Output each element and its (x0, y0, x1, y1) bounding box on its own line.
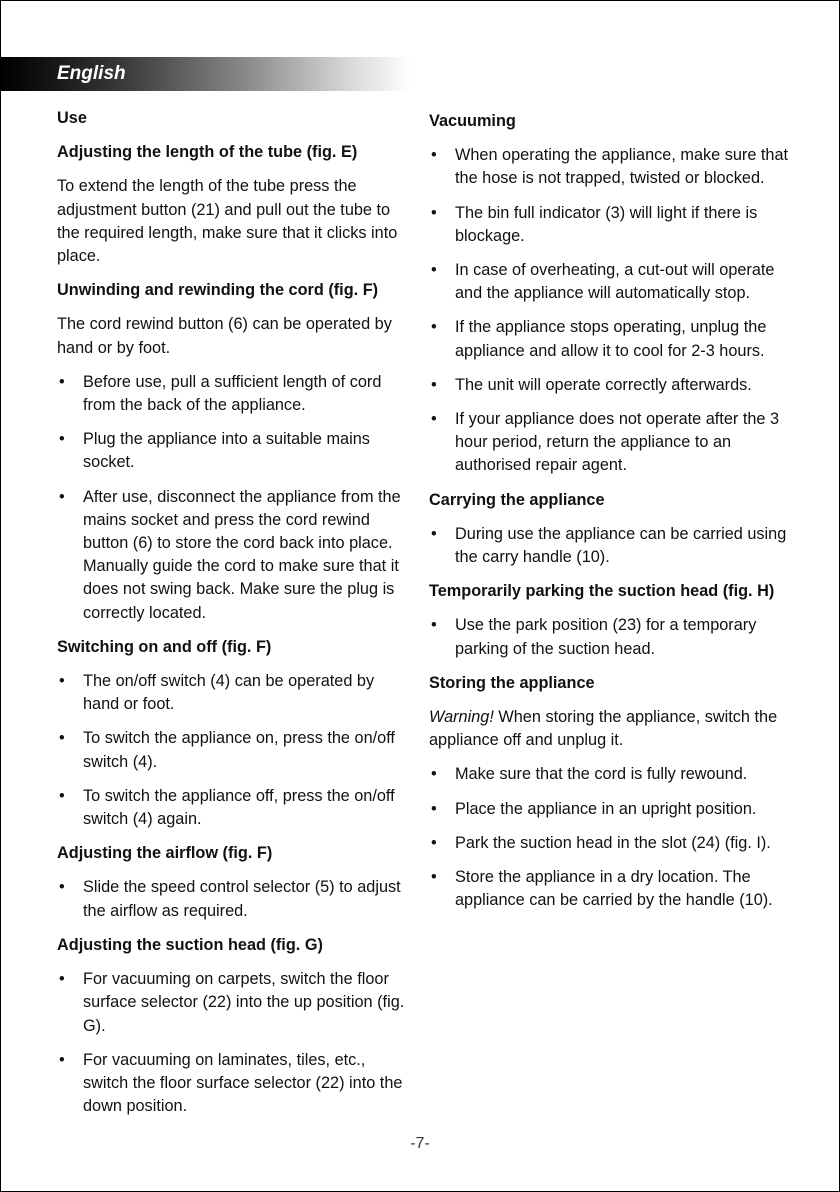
list-item: • In case of overheating, a cut-out will operate and the appliance will automatically stop. (429, 259, 789, 305)
list-item: • When operating the appliance, make sure that the hose is not trapped, twisted or blocked. (429, 144, 789, 190)
heading-adjust-tube: Adjusting the length of the tube (fig. E) (57, 143, 358, 162)
warning-label: Warning! (429, 708, 494, 727)
language-label: English (57, 63, 126, 84)
section-title-vacuuming: Vacuuming (429, 112, 516, 130)
language-header-band (1, 57, 411, 91)
paragraph-cord: The cord rewind button (6) can be operated by hand or by foot. (57, 315, 392, 357)
heading-carrying: Carrying the appliance (429, 490, 605, 509)
page-number: -7- (410, 1135, 430, 1152)
right-column (429, 107, 789, 923)
list-item: • Use the park position (23) for a temporary parking of the suction head. (429, 614, 789, 660)
paragraph-adjust-tube: To extend the length of the tube press the adjustment button (21) and pull out the tube to the required length, make sure that it clicks into place. (57, 177, 398, 266)
list-item: • Park the suction head in the slot (24) (fig. I). (429, 832, 789, 855)
list-item: • Slide the speed control selector (5) to adjust the airflow as required. (57, 876, 413, 922)
list-item: • For vacuuming on carpets, switch the floor surface selector (22) into the up position (fig. G). (57, 968, 413, 1038)
list-item: • During use the appliance can be carried using the carry handle (10). (429, 523, 789, 569)
list-item: • Plug the appliance into a suitable mains socket. (57, 428, 413, 474)
heading-suction-head: Adjusting the suction head (fig. G) (57, 935, 323, 954)
list-item: • To switch the appliance on, press the on/off switch (4). (57, 727, 413, 773)
heading-parking: Temporarily parking the suction head (fig. H) (429, 582, 775, 601)
list-item: • Place the appliance in an upright position. (429, 798, 789, 821)
heading-cord: Unwinding and rewinding the cord (fig. F) (57, 281, 379, 300)
list-item: • The unit will operate correctly afterwards. (429, 374, 789, 397)
heading-airflow: Adjusting the airflow (fig. F) (57, 844, 273, 863)
suction-head-bullet-list (57, 968, 413, 1118)
list-item: • If the appliance stops operating, unplug the appliance and allow it to cool for 2-3 hours. (429, 316, 789, 362)
list-item: • Store the appliance in a dry location. The appliance can be carried by the handle (10). (429, 866, 789, 912)
list-item: • For vacuuming on laminates, tiles, etc., switch the floor surface selector (22) into the down position. (57, 1049, 413, 1119)
list-item: • If your appliance does not operate after the 3 hour period, return the appliance to an authorised repair agent. (429, 408, 789, 478)
parking-bullet-list (429, 614, 789, 660)
paragraph-storing-warning (429, 706, 789, 752)
left-column (57, 107, 413, 1129)
storing-bullet-list (429, 763, 789, 912)
vacuuming-bullet-list (429, 144, 789, 477)
airflow-bullet-list (57, 876, 413, 922)
list-item: • The bin full indicator (3) will light if there is blockage. (429, 202, 789, 248)
list-item: • The on/off switch (4) can be operated by hand or foot. (57, 670, 413, 716)
warning-text: When storing the appliance, switch the appliance off and unplug it. (429, 708, 778, 750)
section-title-use: Use (57, 109, 87, 127)
list-item: • To switch the appliance off, press the on/off switch (4) again. (57, 785, 413, 831)
list-item: • Make sure that the cord is fully rewound. (429, 763, 789, 786)
heading-switching: Switching on and off (fig. F) (57, 637, 272, 656)
carrying-bullet-list (429, 523, 789, 569)
cord-bullet-list (57, 371, 413, 625)
switching-bullet-list (57, 670, 413, 831)
list-item: • Before use, pull a sufficient length of cord from the back of the appliance. (57, 371, 413, 417)
heading-storing: Storing the appliance (429, 673, 595, 692)
list-item: • After use, disconnect the appliance from the mains socket and press the cord rewind button (6) to store the cord back into place. Manually guide the cord to make sure that it does not swing back. Make sure the plug is correctly located. (57, 486, 413, 625)
